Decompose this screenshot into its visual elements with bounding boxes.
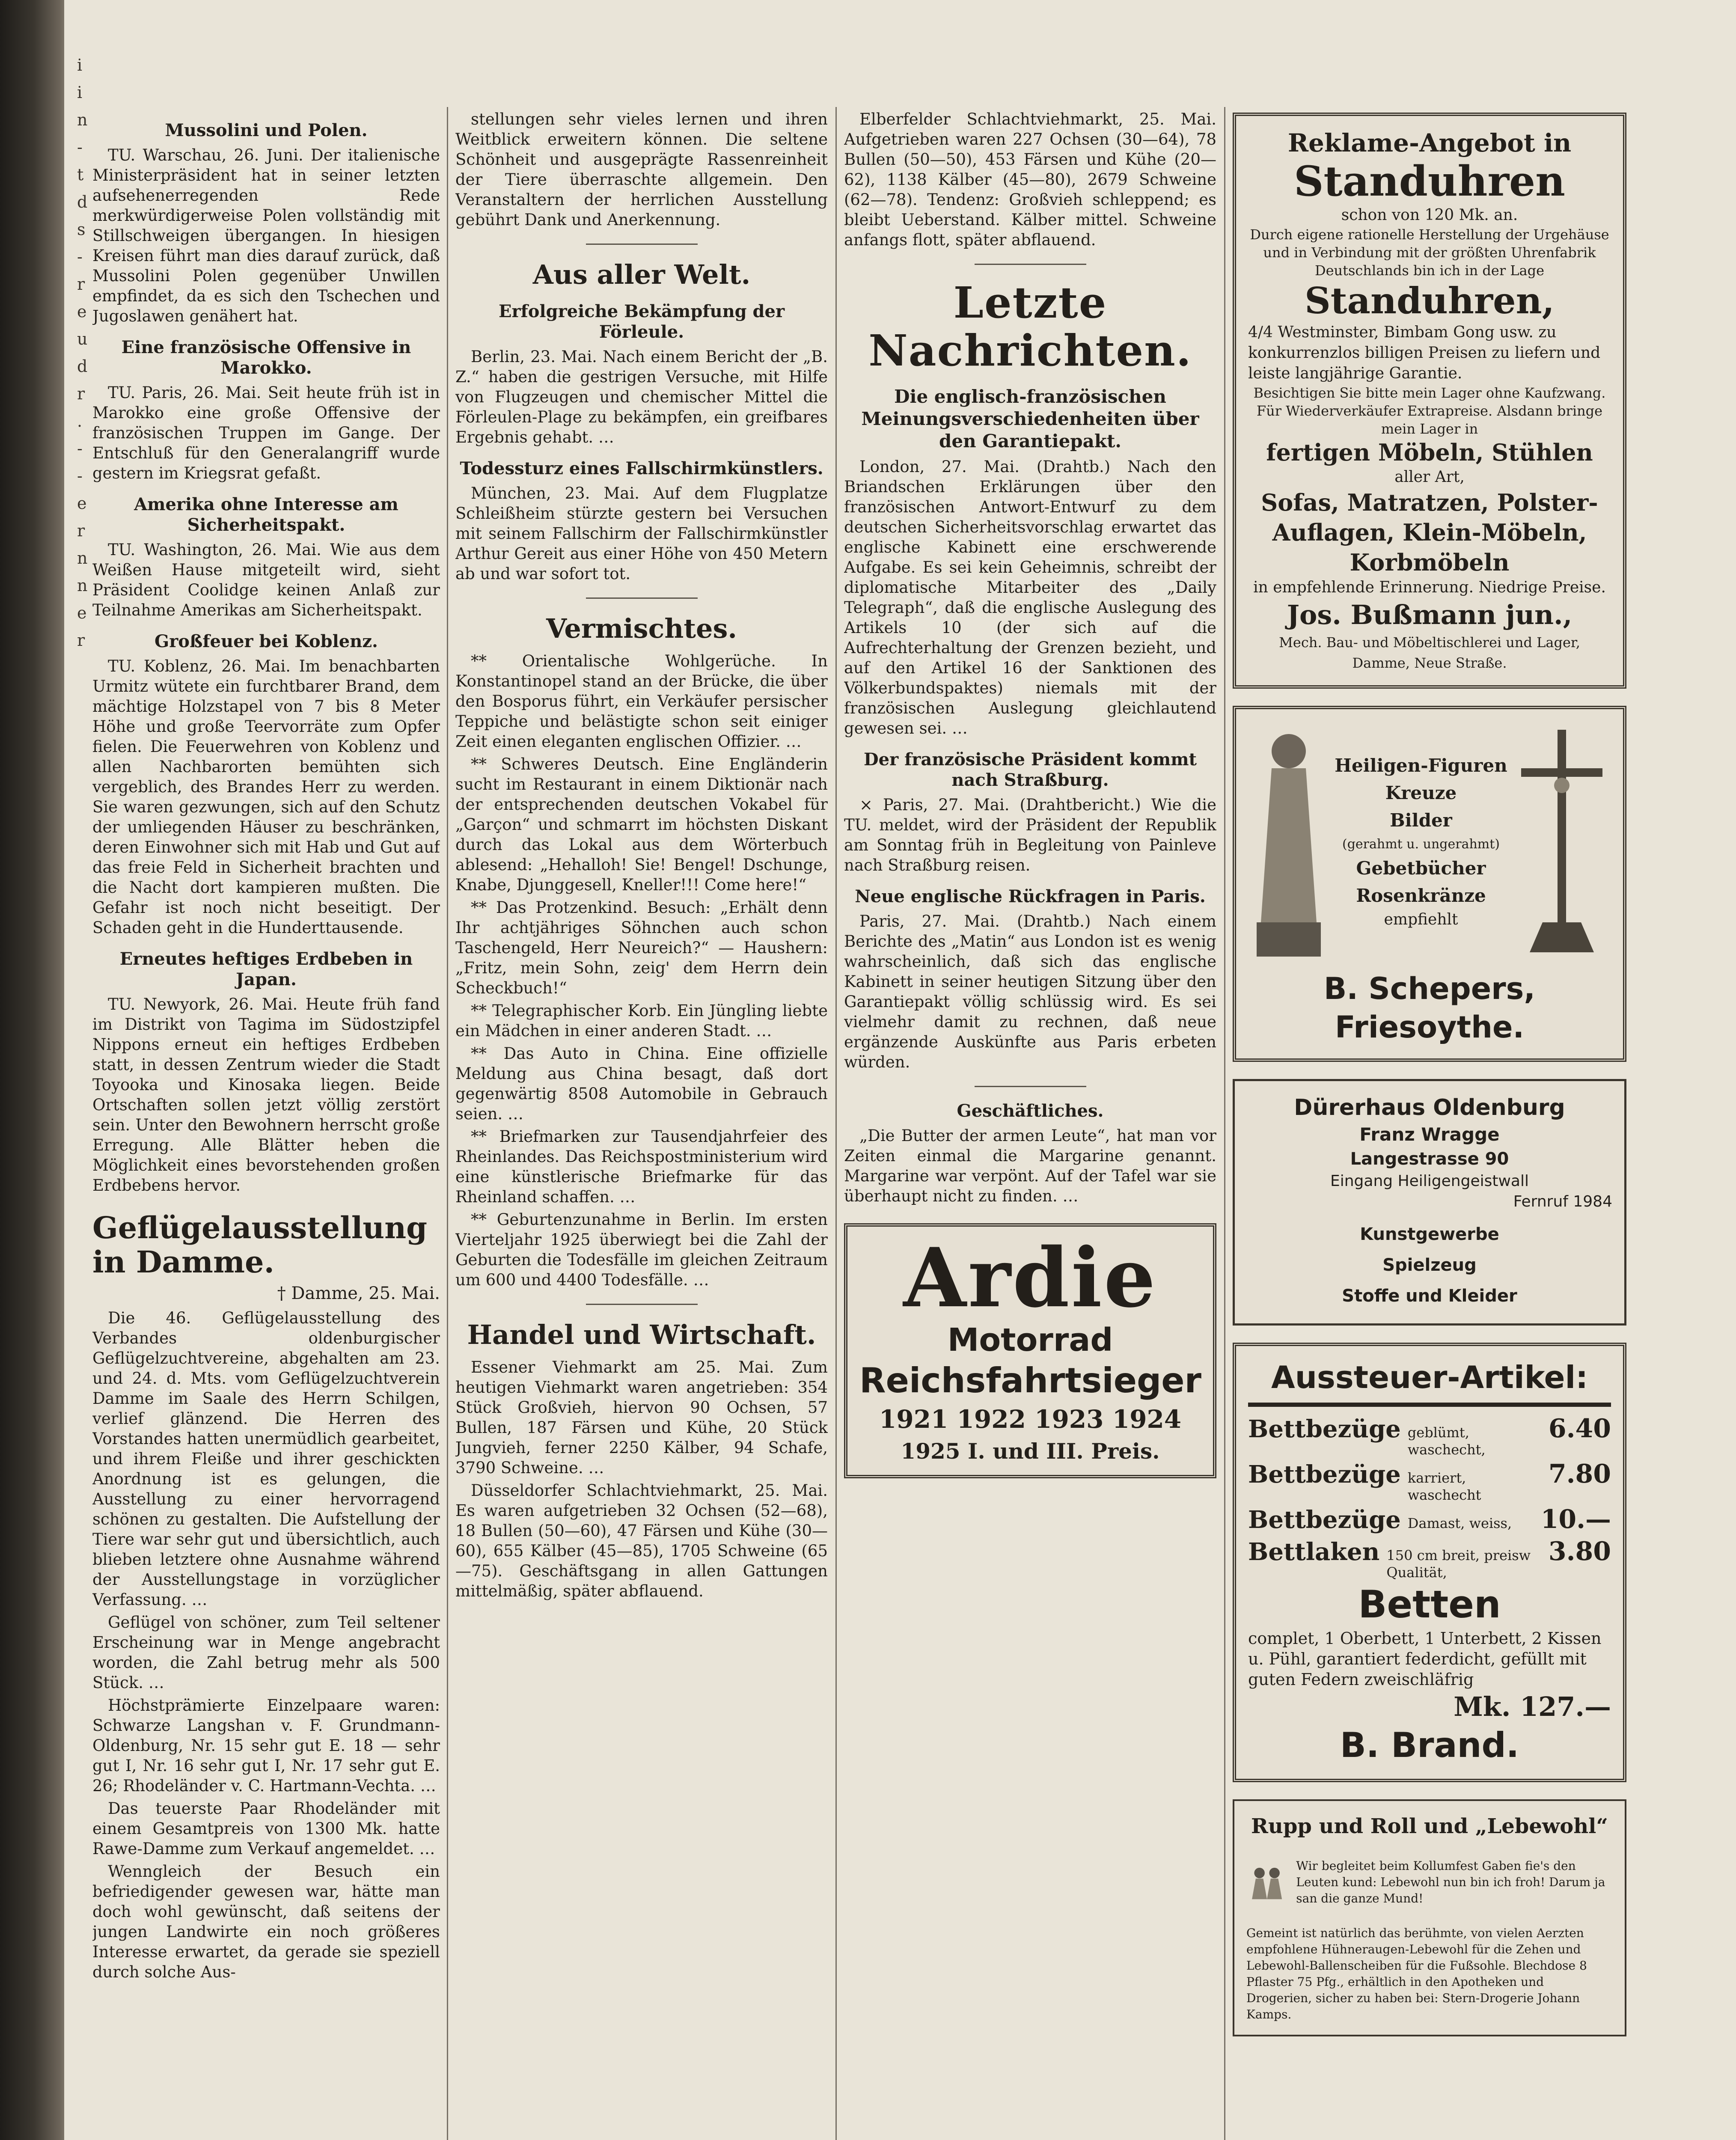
ad-text: Kreuze	[1385, 782, 1457, 803]
ad-firm: Dürerhaus Oldenburg	[1294, 1095, 1565, 1121]
price-row	[1248, 1536, 1611, 1581]
divider	[1248, 1403, 1611, 1407]
article-text: Düsseldorfer Schlachtviehmarkt, 25. Mai. Es waren aufgetrieben 32 Ochsen (52—68), 18 Bullen (50—60), 47 Färsen und Kühe (30—60), 655 Kälber (45—85), 1705 Schweine (65—75). Geschäftsgang in allen Gattungen mittelmäßig, später abflauend.	[455, 1481, 828, 1600]
headline: Großfeuer bei Koblenz.	[155, 631, 378, 651]
ad-headline: Standuhren,	[1305, 279, 1555, 322]
ad-text: Durch eigene rationelle Herstellung der Urgehäuse und in Verbindung mit der größten Uhrenfabrik Deutschlands bin ich in der Lage	[1250, 226, 1609, 279]
ad-text: Bilder	[1390, 810, 1452, 831]
section-headline: Vermischtes.	[546, 613, 737, 644]
ad-price: Mk. 127.—	[1454, 1691, 1611, 1722]
ad-text: Langestrasse 90	[1350, 1149, 1509, 1169]
ad-headline: Standuhren	[1294, 157, 1565, 205]
ad-text: empfiehlt	[1384, 911, 1458, 928]
article-text: Geflügel von schöner, zum Teil seltener Erscheinung war in Menge angebracht worden, die Zahl betrug mehr als 500 Stück. …	[92, 1613, 440, 1692]
ad-text: Spielzeug	[1382, 1255, 1477, 1275]
article-text: Höchstprämierte Einzelpaare waren: Schwarze Langshan v. F. Grundmann-Oldenburg, Nr. 15 sehr gut E. 18 — sehr gut I, Nr. 16 sehr gut I, Nr. 17 sehr gut E. 26; Rhodeländer v. C. Hartmann-Vechta. …	[92, 1696, 440, 1795]
price-desc: karriert, waschecht	[1407, 1470, 1481, 1503]
price-desc: Damast, weiss,	[1407, 1515, 1512, 1531]
article-text: Berlin, 23. Mai. Nach einem Bericht der „B. Z.“ haben die gestrigen Versuche, mit Hilfe von Flugzeugen und chemischer Mittel die Förleulen-Plage zu bekämpfen, ein greifbares Ergebnis gehabt. …	[455, 348, 828, 446]
price-value: 3.80	[1548, 1537, 1611, 1566]
separator	[975, 264, 1086, 265]
price-row	[1248, 1504, 1611, 1536]
price-list	[1248, 1413, 1611, 1581]
ad-text: 4/4 Westminster, Bimbam Gong usw. zu konkurrenzlos billigen Preisen zu liefern und leiste langjährige Garantie.	[1248, 324, 1601, 382]
price-value: 6.40	[1548, 1414, 1611, 1444]
column-rule	[1224, 107, 1225, 2140]
ad-text: Franz Wragge	[1359, 1124, 1500, 1145]
ad-text: Heiligen-Figuren	[1335, 755, 1507, 776]
separator	[586, 244, 698, 245]
article-text: × Paris, 27. Mai. (Drahtbericht.) Wie die TU. meldet, wird der Präsident der Republik am Sonntag früh in Begleitung von Painleve nach Straßburg reisen.	[844, 796, 1216, 874]
ardie-advertisement	[844, 1223, 1216, 1478]
headline: Eine französische Offensive in Marokko.	[121, 337, 411, 378]
article-text: Essener Viehmarkt am 25. Mai. Zum heutigen Viehmarkt waren angetrieben: 354 Stück Großvieh, hiervon 90 Ochsen, 57 Bullen, 187 Färsen und Kühe, 20 Stück Jungvieh, ferner 2250 Kälber, 94 Schafe, 3790 Schweine. …	[455, 1358, 828, 1477]
headline: Der französische Präsident kommt nach Straßburg.	[863, 749, 1197, 790]
ad-text: Gemeint ist natürlich das berühmte, von vielen Aerzten empfohlene Hühneraugen-Lebewohl für die Zehen und Lebewohl-Ballenscheiben für die Fußsohle. Blechdose 8 Pflaster 75 Pfg., erhältlich in den Apotheken und Drogerien, sicher zu haben bei: Stern-Drogerie Johann Kamps.	[1246, 1926, 1587, 2021]
article-text: Das teuerste Paar Rhodeländer mit einem Gesamtpreis von 1300 Mk. hatte Rawe-Damme zum Verkauf angemeldet. …	[92, 1799, 440, 1858]
section-headline: Handel und Wirtschaft.	[467, 1319, 816, 1350]
binding-gutter	[0, 0, 75, 2140]
article-text: London, 27. Mai. (Drahtb.) Nach den Briandschen Erklärungen über den französischen Antwort-Entwurf zu dem deutschen Sicherheitsvorschlag erwartet das englische Kabinett eine erschwerende Aufgabe. Es sei kein Geheimnis, schreibt der diplomatische Mitarbeiter des „Daily Telegraph“, daß die englische Auslegung des Artikels 10 (der sich auf die Aufrechterhaltung der Grenzen bezieht, und auf den Artikel 16 der Sanktionen des Völkerbundspaktes) niemals mit der französischen Auslegung gleichlautend gewesen sei. …	[844, 458, 1216, 737]
article-text: ** Telegraphischer Korb. Ein Jüngling liebte ein Mädchen in einer anderen Stadt. …	[455, 1002, 828, 1040]
article-text: stellungen sehr vieles lernen und ihren Weitblick erweitern können. Die seltene Schönheit und ausgeprägte Rassenreinheit der Tiere überraschte allgemein. Den Veranstaltern der herrlichen Ausstellung gebührt Dank und Anerkennung.	[455, 110, 828, 229]
article-text: Wenngleich der Besuch ein befriedigender gewesen war, hätte man doch wohl gewünscht, daß seitens der jungen Landwirte ein noch größeres Interesse erwartet, da gerade sie speziell durch solche Aus-	[92, 1862, 440, 1981]
ad-years: 1921 1922 1923 1924	[879, 1405, 1182, 1434]
article-text: Die 46. Geflügelausstellung des Verbandes oldenburgischer Geflügelzuchtvereine, abgehalten am 23. und 24. d. Mts. vom Geflügelzuchtverein Damme im Saale des Herrn Schilgen, verlief glänzend. Die Herren des Vorstandes hatten unermüdlich gearbeitet, und ihrem Fleiße und ihrer geschickten Anordnung ist es gelungen, die Ausstellung zu einer hervorragend schönen zu gestalten. Die Aufstellung der Tiere war sehr gut und übersichtlich, auch blieben letztere ohne Ausnahme während der Ausstellungstage in vorzüglicher Verfassung. …	[92, 1309, 440, 1609]
separator	[586, 1304, 698, 1305]
headline: Todessturz eines Fallschirmkünstlers.	[460, 458, 823, 479]
price-item: Bettlaken	[1248, 1538, 1380, 1566]
headline: Erneutes heftiges Erdbeben in Japan.	[119, 949, 413, 990]
price-item: Bettbezüge	[1248, 1460, 1401, 1489]
ad-firm: Jos. Bußmann jun.,	[1287, 599, 1573, 630]
ad-text: (gerahmt u. ungerahmt)	[1342, 837, 1500, 852]
section-headline: Letzte Nachrichten.	[868, 277, 1192, 376]
ad-text: Damme, Neue Straße.	[1352, 655, 1507, 671]
section-headline: Geflügelausstellung in Damme.	[92, 1210, 428, 1280]
ad-headline: Rupp und Roll und „Lebewohl“	[1251, 1814, 1608, 1838]
ad-headline: Sofas, Matratzen, Polster-Auflagen, Klein-Möbeln, Korbmöbeln	[1261, 489, 1598, 576]
price-desc: 150 cm breit, preisw Qualität,	[1386, 1547, 1531, 1581]
ad-text: Eingang Heiligengeistwall	[1330, 1172, 1529, 1190]
column-3	[844, 109, 1216, 2140]
article-text: ** Orientalische Wohlgerüche. In Konstantinopel stand an der Brücke, die über den Bosporus führt, ein Verkäufer persischer Teppiche und belästigte schon seit einiger Zeit einen eleganten englischen Offizier. …	[455, 652, 828, 751]
price-desc: geblümt, waschecht,	[1407, 1424, 1486, 1458]
ad-text: in empfehlende Erinnerung. Niedrige Preise.	[1253, 579, 1606, 596]
lebewohl-advertisement	[1233, 1799, 1626, 2036]
headline: Amerika ohne Interesse am Sicherheitspakt.	[134, 494, 398, 535]
article-text: ** Das Protzenkind. Besuch: „Erhält denn Ihr achtjähriges Söhnchen auch schon Taschengeld, Herr Neureich?“ — Haushern: „Fritz, mein Sohn, zeig' dem Herrn dein Scheckbuch!“	[455, 898, 828, 997]
ad-headline: Aussteuer-Artikel:	[1271, 1359, 1588, 1395]
column-rule	[835, 107, 837, 2140]
article-text: ** Geburtenzunahme in Berlin. Im ersten Vierteljahr 1925 überwiegt bei die Zahl der Geburten die Todesfälle im gleichen Zeitraum um 600 und 4400 Todesfälle. …	[455, 1210, 828, 1289]
ad-text: Fernruf 1984	[1513, 1193, 1612, 1210]
article-text: Paris, 27. Mai. (Drahtb.) Nach einem Berichte des „Matin“ aus London ist es wenig wahrscheinlich, daß sich das englische Kabinett in seiner heutigen Sitzung über den Garantiepakt völlig schlüssig wird. Es sei vielmehr damit zu rechnen, daß neue ergänzende Auskünfte aus Paris erbeten würden.	[844, 912, 1216, 1071]
brand-advertisement	[1233, 1343, 1626, 1782]
column-2	[455, 109, 828, 2140]
ad-text: complet, 1 Oberbett, 1 Unterbett, 2 Kissen u. Pühl, garantiert federdicht, gefüllt mit guten Federn zweischläfrig	[1248, 1629, 1602, 1689]
standuhren-advertisement	[1233, 113, 1626, 689]
ad-subtitle: Motorrad	[947, 1322, 1113, 1358]
previous-page-fragment: i i n - t d s - r e u d r . - - e r n n e r	[77, 56, 88, 650]
ad-subtitle: Reichsfahrtsieger	[859, 1361, 1201, 1400]
dancers-illustration-icon	[1246, 1840, 1287, 1925]
ad-prize: 1925 I. und III. Preis.	[901, 1439, 1160, 1464]
ad-headline: fertigen Möbeln, Stühlen	[1266, 439, 1593, 466]
ad-text: schon von 120 Mk. an.	[1341, 206, 1518, 224]
ad-title: Reklame-Angebot in	[1287, 128, 1572, 158]
price-item: Bettbezüge	[1248, 1506, 1401, 1534]
ad-text: Mech. Bau- und Möbeltischlerei und Lager,	[1279, 634, 1580, 651]
schepers-advertisement	[1233, 706, 1626, 1062]
ad-brand: Ardie	[903, 1230, 1157, 1326]
headline: Geschäftliches.	[957, 1101, 1104, 1121]
dateline: † Damme, 25. Mai.	[277, 1284, 440, 1303]
ad-text: Gebetbücher	[1356, 858, 1486, 879]
price-row	[1248, 1413, 1611, 1458]
separator	[586, 597, 698, 599]
price-item: Bettbezüge	[1248, 1415, 1401, 1443]
ad-firm: B. Schepers, Friesoythe.	[1324, 971, 1535, 1045]
price-row	[1248, 1458, 1611, 1504]
article-text: München, 23. Mai. Auf dem Flugplatze Schleißheim stürzte gestern bei Versuchen mit seinem Fallschirm der Fallschirmkünstler Arthur Gereit aus einer Höhe von 450 Metern ab und war sofort tot.	[455, 484, 828, 583]
crucifix-icon	[1513, 721, 1611, 961]
ad-firm: B. Brand.	[1340, 1725, 1519, 1765]
article-text: Elberfelder Schlachtviehmarkt, 25. Mai. Aufgetrieben waren 227 Ochsen (30—64), 78 Bullen (50—50), 453 Färsen und Kühe (20—62), 1138 Kälber (45—80), 2679 Schweine (62—78). Tendenz: Großvieh schleppend; es bleibt Ueberstand. Kälber mittel. Schweine anfangs flott, später abflauend.	[844, 110, 1216, 249]
article-text: ** Schweres Deutsch. Eine Engländerin sucht im Restaurant in einem Diktionär nach der entsprechenden deutschen Vokabel für „Garçon“ und schmarrt im höchsten Diskant durch das Lokal aus dem Wörterbuch ablesend: „Hehalloh! Sie! Bengel! Dschunge, Knabe, Djunggesell, Kneller!!! Come here!“	[455, 755, 828, 894]
ad-text: Besichtigen Sie bitte mein Lager ohne Kaufzwang. Für Wiederverkäufer Extrapreise. Alsdann bringe mein Lager in	[1253, 385, 1606, 437]
column-1	[92, 109, 440, 2140]
article-text: TU. Washington, 26. Mai. Wie aus dem Weißen Hause mitgeteilt wird, sieht Präsident Coolidge keinen Anlaß zur Teilnahme Amerikas am Sicherheitspakt.	[92, 541, 440, 619]
article-text: ** Das Auto in China. Eine offizielle Meldung aus China besagt, daß dort gegenwärtig 8508 Automobile in Gebrauch seien. …	[455, 1044, 828, 1123]
article-text: ** Briefmarken zur Tausendjahrfeier des Rheinlandes. Das Reichspostministerium wird eine künstlerische Briefmarke für das Rheinland schaffen. …	[455, 1127, 828, 1206]
headline: Die englisch-französischen Meinungsverschiedenheiten über den Garantiepakt.	[861, 386, 1199, 452]
price-value: 7.80	[1548, 1459, 1611, 1489]
ad-text: Kunstgewerbe	[1360, 1225, 1499, 1244]
article-text: TU. Koblenz, 26. Mai. Im benachbarten Urmitz wütete ein furchtbarer Brand, dem mächtige Holzstapel von 7 bis 8 Meter Höhe und große Teervorräte zum Opfer fielen. Die Feuerwehren von Koblenz und allen Nachbarorten bemühten sich vergeblich, des Brandes Herr zu werden. Sie waren gezwungen, sich auf den Schutz der umliegenden Häuser zu beschränken, deren Einwohner sich mit Hab und Gut auf das freie Feld in Sicherheit brachten und die Nacht dort kampieren mußten. Die Gefahr ist noch nicht beseitigt. Der Schaden geht in die Hunderttausende.	[92, 657, 440, 937]
article-text: „Die Butter der armen Leute“, hat man vor Zeiten einmal die Margarine genannt. Margarine war verpönt. Auf der Tafel war sie überhaupt nicht zu finden. …	[844, 1126, 1216, 1205]
headline: Mussolini und Polen.	[165, 120, 368, 140]
headline: Neue englische Rückfragen in Paris.	[855, 886, 1206, 907]
ad-headline: Betten	[1358, 1582, 1501, 1626]
ad-text: Stoffe und Kleider	[1342, 1286, 1517, 1306]
section-headline: Aus aller Welt.	[532, 259, 751, 290]
madonna-figure-icon	[1248, 721, 1329, 961]
duererhaus-advertisement	[1233, 1079, 1626, 1326]
column-4	[1233, 109, 1626, 2140]
headline: Erfolgreiche Bekämpfung der Förleule.	[498, 301, 785, 342]
column-rule	[447, 107, 448, 2140]
ad-text: Wir begleitet beim Kollumfest Gaben fie's den Leuten kund: Lebewohl nun bin ich froh! Darum ja san die ganze Mund!	[1296, 1859, 1605, 1905]
article-text: TU. Warschau, 26. Juni. Der italienische Ministerpräsident hat in seiner letzten aufsehenerregenden Rede merkwürdigerweise Polen vollständig mit Stillschweigen übergangen. In hiesigen Kreisen führt man dies darauf zurück, daß Mussolini Polen gegenüber Unwillen empfindet, da es sich den Tschechen und Jugoslawen genähert hat.	[92, 146, 440, 325]
article-text: TU. Newyork, 26. Mai. Heute früh fand im Distrikt von Tagima im Südostzipfel Nippons erneut ein heftiges Erdbeben statt, in dessen Zentrum wieder die Stadt Toyooka und Kinosaka liegen. Beide Ortschaften sollen jetzt völlig zerstört sein. Unter den Bewohnern herrscht große Erregung. Alle Blätter heben die Möglichkeit eines bevorstehenden großen Erdbebens hervor.	[92, 995, 440, 1195]
separator	[975, 1086, 1086, 1087]
ad-text: Rosenkränze	[1356, 885, 1486, 906]
article-text: TU. Paris, 26. Mai. Seit heute früh ist in Marokko eine große Offensive der französischen Truppen im Gange. Der Entschluß für den Generalangriff wurde gestern im Kriegsrat gefaßt.	[92, 383, 440, 482]
ad-text: aller Art,	[1394, 468, 1465, 486]
price-value: 10.—	[1540, 1504, 1611, 1534]
